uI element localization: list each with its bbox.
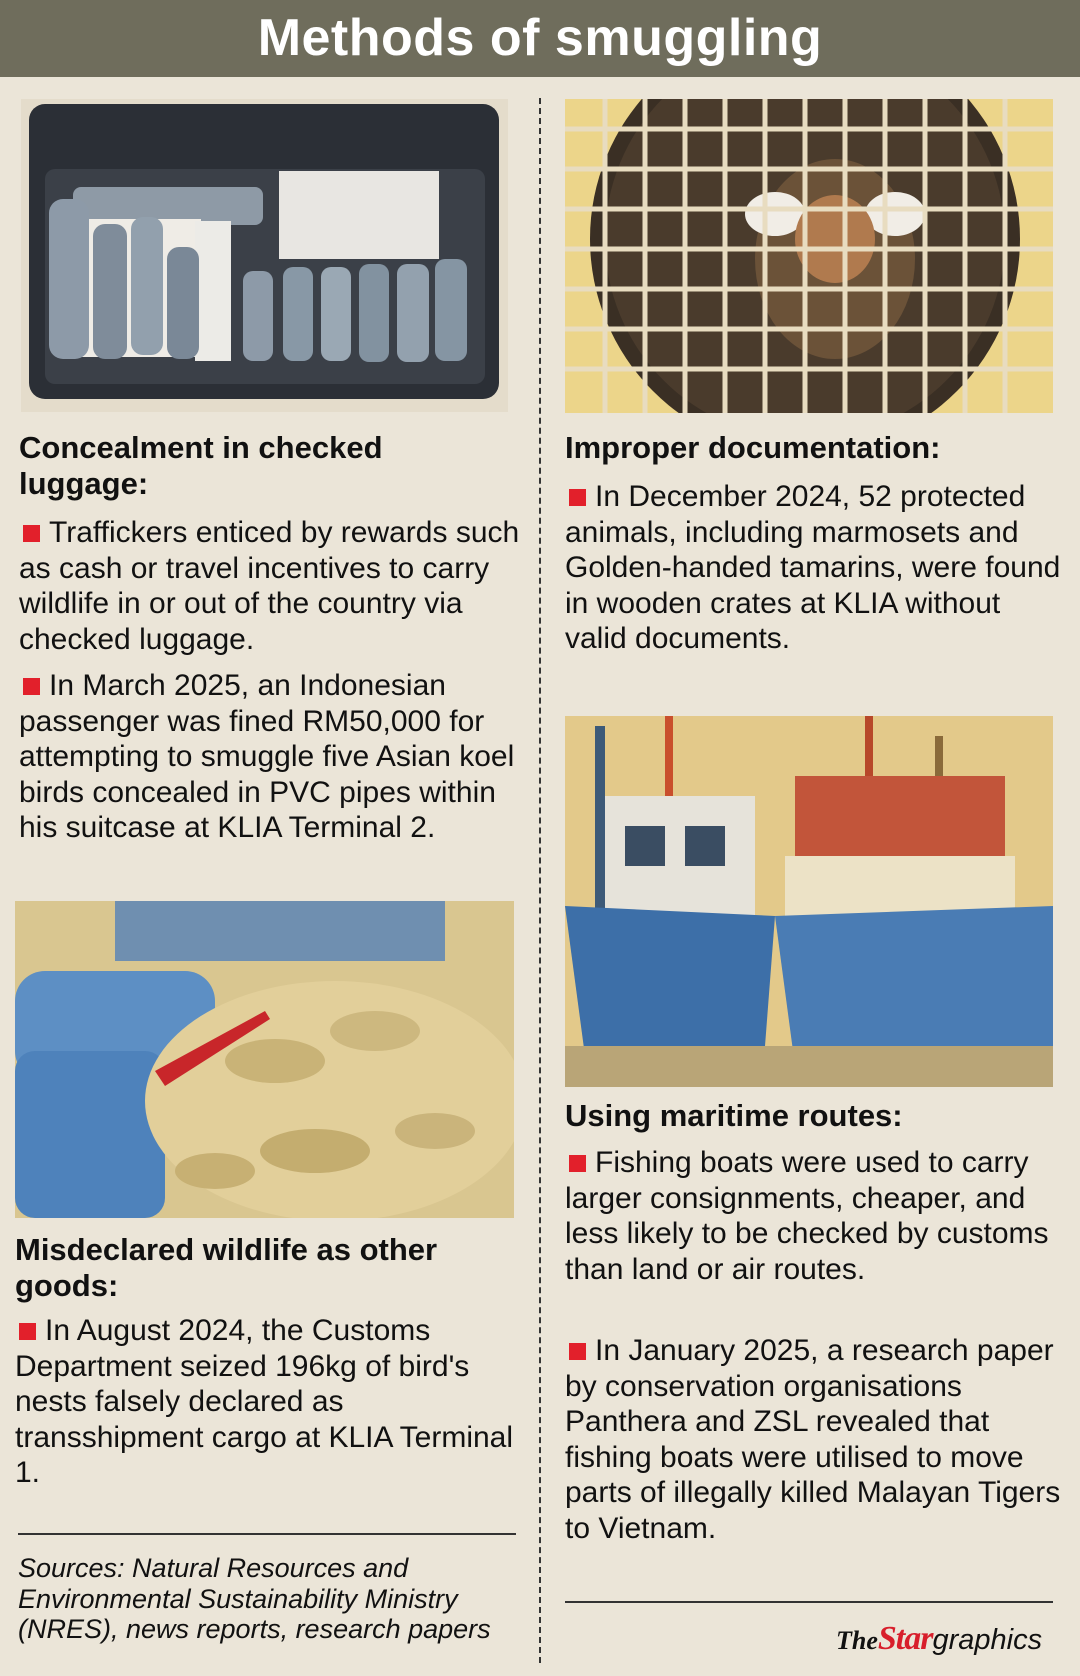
bullet-marker [19,1323,36,1340]
logo-star: Star [877,1620,933,1657]
logo-graphics: graphics [932,1624,1043,1656]
luggage-point-1 [19,515,524,657]
header-banner [0,0,1080,77]
misdeclared-point-1 [15,1313,520,1491]
misdeclared-point-1-text: In August 2024, the Customs Department seized 196kg of bird's nests falsely declared as transshipment cargo at KLIA Terminal 1. [15,1314,514,1489]
logo-the: The [836,1626,878,1655]
maritime-point-1-text: Fishing boats were used to carry larger consignments, cheaper, and less likely to be checked by customs than land or air routes. [565,1146,1049,1286]
suitcase-pipes-illustration [21,99,508,412]
bullet-marker [569,1155,586,1172]
page-title: Methods of smuggling [257,9,823,67]
fishing-boats-illustration [565,716,1053,1087]
maritime-point-2 [565,1333,1065,1546]
bullet-marker [569,489,586,506]
maritime-point-2-text: In January 2025, a research paper by conservation organisations Panthera and ZSL revealed that fishing boats were utilised to move parts of illegally killed Malayan Tigers to Vietnam. [565,1334,1061,1545]
section-title-misdeclared: Misdeclared wildlife as other goods: [15,1232,438,1303]
bullet-marker [23,678,40,695]
luggage-point-2-text: In March 2025, an Indonesian passenger was fined RM50,000 for attempting to smuggle five Asian koel birds concealed in PVC pipes within his suitcase at KLIA Terminal 2. [19,669,515,844]
maritime-point-1 [565,1145,1065,1287]
bullet-marker [569,1343,586,1360]
the-star-graphics-logo [836,1620,1058,1664]
luggage-point-1-text: Traffickers enticed by rewards such as cash or travel incentives to carry wildlife in or out of the country via checked luggage. [19,516,520,656]
documentation-point-1 [565,479,1065,657]
section-title-luggage: Concealment in checked luggage: [19,430,383,501]
sources-note: Sources: Natural Resources and Environmental Sustainability Ministry (NRES), news reports, research papers [18,1553,491,1644]
bullet-marker [23,525,40,542]
footer-rule [565,1601,1053,1603]
documentation-point-1-text: In December 2024, 52 protected animals, including marmosets and Golden-handed tamarins, were found in wooden crates at KLIA without valid documents. [565,480,1061,655]
luggage-point-2 [19,668,524,846]
sources-rule [18,1533,516,1535]
marmoset-cage-illustration [565,99,1053,413]
column-divider [539,98,541,1663]
birds-nests-illustration [15,901,514,1218]
section-title-maritime: Using maritime routes: [565,1098,903,1133]
section-title-documentation: Improper documentation: [565,430,941,465]
